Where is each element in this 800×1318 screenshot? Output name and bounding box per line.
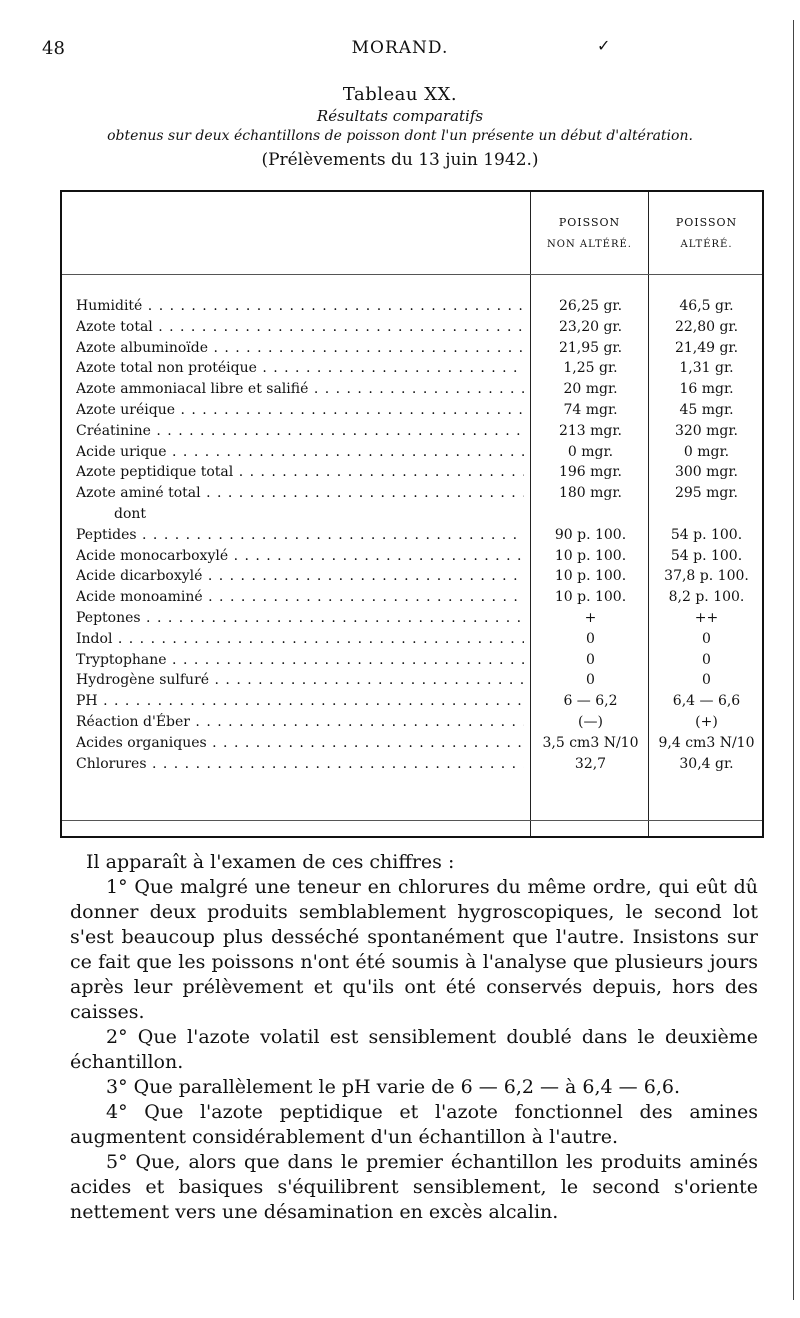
value-unaltered: 0 <box>586 651 595 668</box>
value-altered: 300 mgr. <box>674 464 738 481</box>
value-altered: 22,80 gr. <box>674 318 739 335</box>
row-label: Azote albuminoïde . . . <box>76 338 524 359</box>
table-row <box>76 296 762 317</box>
value-unaltered: 74 mgr. <box>563 401 618 418</box>
table-row <box>76 358 762 379</box>
row-label: Azote ammoniacal libre et salifié . . . <box>76 379 524 400</box>
row-label: Azote total non protéique . . . <box>76 358 524 379</box>
table-row <box>76 400 762 421</box>
row-label: Azote peptidique total . . . <box>76 462 524 483</box>
value-altered: 54 p. 100. <box>670 526 743 543</box>
value-altered: 0 <box>702 672 711 689</box>
table-row <box>76 338 762 359</box>
value-altered: 0 mgr. <box>683 443 730 460</box>
value-unaltered: 1,25 gr. <box>563 360 618 377</box>
value-altered: (+) <box>695 713 718 730</box>
table-row <box>76 754 762 775</box>
table-row <box>76 691 762 712</box>
value-unaltered: 0 <box>586 630 595 647</box>
row-label: Acide monocarboxylé . . . <box>76 546 524 567</box>
value-altered: 1,31 gr. <box>679 360 734 377</box>
row-label: PH . . . <box>76 691 524 712</box>
table-row <box>76 650 762 671</box>
table-row <box>76 442 762 463</box>
value-altered: 295 mgr. <box>674 485 738 502</box>
running-title: MORAND. <box>351 38 449 58</box>
value-unaltered: 32,7 <box>574 755 607 772</box>
results-table <box>60 190 764 838</box>
value-unaltered: 10 p. 100. <box>554 568 627 585</box>
row-label: Azote uréique . . . <box>76 400 524 421</box>
row-label: Azote aminé total . . . <box>76 483 524 504</box>
row-label: Chlorures . . . <box>76 754 524 775</box>
value-altered: 0 <box>702 630 711 647</box>
row-label: Acide monoaminé . . . <box>76 587 524 608</box>
header-rule <box>62 274 762 275</box>
table-row <box>76 670 762 691</box>
value-altered: 45 mgr. <box>679 401 734 418</box>
table-row <box>76 462 762 483</box>
value-altered: 21,49 gr. <box>674 339 739 356</box>
row-label: Azote total . . . <box>76 317 524 338</box>
value-unaltered: + <box>584 609 597 626</box>
row-label: Peptides . . . <box>76 525 524 546</box>
row-label: Tryptophane . . . <box>76 650 524 671</box>
value-altered: 46,5 gr. <box>679 298 734 314</box>
paragraph-3: 3° Que parallèlement le pH varie de 6 — 6,2 — à 6,4 — 6,6. <box>106 1076 680 1098</box>
row-label: Acides organiques . . . <box>76 733 524 754</box>
value-altered: 30,4 gr. <box>679 755 734 772</box>
page-number: 48 <box>42 38 65 59</box>
value-altered: 320 mgr. <box>674 422 738 439</box>
table-row <box>76 712 762 733</box>
table-row <box>76 608 762 629</box>
table-row <box>76 733 762 754</box>
table-row <box>76 379 762 400</box>
table-row <box>76 421 762 442</box>
row-label: Hydrogène sulfuré . . . <box>76 670 524 691</box>
row-label: dont <box>114 505 147 522</box>
column-header-altered: POISSON ALTÉRÉ. <box>675 216 738 250</box>
value-altered: 8,2 p. 100. <box>668 589 745 606</box>
value-unaltered: 3,5 cm3 N/10 <box>542 734 639 751</box>
body-text <box>70 850 758 1225</box>
value-altered: 9,4 cm3 N/10 <box>658 734 755 751</box>
value-unaltered: 20 mgr. <box>563 381 618 398</box>
table-row <box>76 587 762 608</box>
table-row <box>76 546 762 567</box>
value-unaltered: 6 — 6,2 <box>563 693 618 710</box>
value-unaltered: 213 mgr. <box>558 422 622 439</box>
value-unaltered: 10 p. 100. <box>554 547 627 564</box>
table-subtitle: Résultats comparatifs <box>316 107 484 125</box>
paragraph-4: 4° Que l'azote peptidique et l'azote fonctionnel des amines augmentent considérablement d'un échantillon à l'autre. <box>70 1101 758 1148</box>
table-date-note: (Prélèvements du 13 juin 1942.) <box>261 150 539 170</box>
footer-rule <box>62 820 762 821</box>
row-label: Acide dicarboxylé . . . <box>76 566 524 587</box>
value-unaltered: (—) <box>578 713 603 730</box>
value-altered: 6,4 — 6,6 <box>672 693 741 710</box>
table-row <box>76 566 762 587</box>
value-unaltered: 23,20 gr. <box>558 318 623 335</box>
table-row <box>76 629 762 650</box>
value-unaltered: 180 mgr. <box>558 485 622 502</box>
paragraph-1: 1° Que malgré une teneur en chlorures du même ordre, qui eût dû donner deux produits semblablement hygroscopiques, le second lot s'est beaucoup plus desséché spontanément que l'autre. Insistons sur ce fait que les poissons n'ont été soumis à l'analyse que plusieurs jours après leur prélèvement et qu'ils ont été conservés depuis, hors des caisses. <box>70 876 758 1023</box>
table-row <box>76 483 762 504</box>
row-label: Créatinine . . . <box>76 421 524 442</box>
row-label: Réaction d'Éber . . . <box>76 712 524 733</box>
value-unaltered: 0 mgr. <box>567 443 614 460</box>
value-unaltered: 196 mgr. <box>558 464 622 481</box>
intro-paragraph: Il apparaît à l'examen de ces chiffres : <box>86 851 455 873</box>
row-label: Peptones . . . <box>76 608 524 629</box>
row-label: Humidité . . . <box>76 296 524 317</box>
column-header-unaltered: POISSON NON ALTÉRÉ. <box>547 216 632 250</box>
value-unaltered: 0 <box>586 672 595 689</box>
table-row <box>76 317 762 338</box>
value-altered: 54 p. 100. <box>670 547 743 564</box>
table-body <box>76 296 762 774</box>
value-unaltered: 90 p. 100. <box>554 526 627 543</box>
paragraph-2: 2° Que l'azote volatil est sensiblement doublé dans le deuxième échantillon. <box>70 1026 758 1073</box>
page-edge-line <box>793 20 794 1300</box>
row-label: Acide urique . . . <box>76 442 524 463</box>
value-altered: 37,8 p. 100. <box>664 568 749 585</box>
table-row <box>76 504 762 525</box>
paragraph-5: 5° Que, alors que dans le premier échantillon les produits aminés acides et basiques s'équilibrent sensiblement, le second s'oriente nettement vers une désamination en excès alcalin. <box>70 1151 758 1223</box>
value-altered: 0 <box>702 651 711 668</box>
table-description: obtenus sur deux échantillons de poisson dont l'un présente un début d'altération. <box>107 128 693 144</box>
value-altered: 16 mgr. <box>679 381 734 398</box>
table-title: Tableau XX. <box>342 84 458 105</box>
table-row <box>76 525 762 546</box>
handwritten-mark: ✓ <box>597 36 611 55</box>
value-unaltered: 21,95 gr. <box>558 339 623 356</box>
value-unaltered: 10 p. 100. <box>554 589 627 606</box>
value-altered: ++ <box>694 609 719 626</box>
row-label: Indol . . . <box>76 629 524 650</box>
value-unaltered: 26,25 gr. <box>558 298 623 314</box>
